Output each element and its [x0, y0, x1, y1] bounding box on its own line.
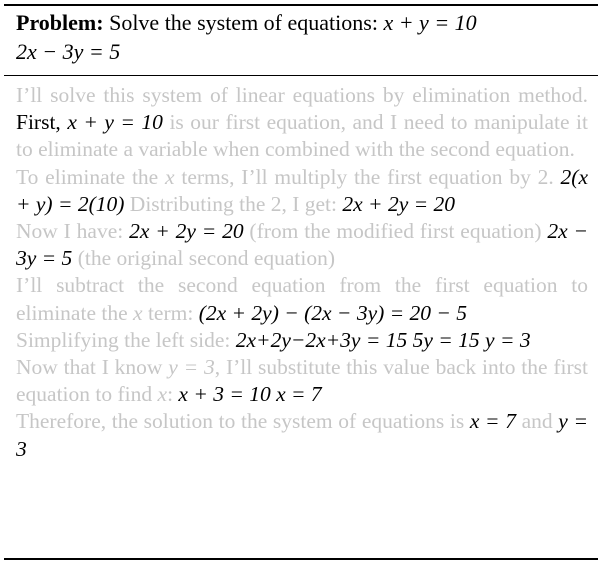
solution-steps — [16, 82, 588, 463]
math-expression: x + y = 10 — [67, 110, 163, 135]
math-expression: (2x + 2y) − (2x − 3y) = 20 − 5 — [198, 300, 468, 325]
middle-rule — [4, 75, 598, 76]
step-text: , I’ll substitute this value back into the first equation to find — [16, 355, 588, 407]
math-expression: x — [165, 164, 175, 189]
step-text: Distributing the 2, I get: — [124, 191, 343, 216]
top-rule — [4, 4, 598, 6]
solution-step — [16, 408, 588, 462]
step-text: Now I have: — [16, 219, 130, 244]
step-text: term: — [142, 300, 199, 325]
math-expression: 2x − 3y = 5 — [16, 219, 588, 271]
step-text: terms, I’ll multiply the first equation by 2. — [174, 164, 561, 189]
problem-statement — [16, 8, 588, 66]
problem-label: Problem: — [16, 10, 104, 35]
math-expression: x = 7 — [469, 409, 516, 434]
step-text: : — [167, 382, 179, 407]
step-text: First, — [16, 110, 68, 135]
step-text: is our first equation, and I need to manipulate it to eliminate a variable when combined with the second equation. — [16, 110, 588, 162]
step-text: Now that I know — [16, 355, 169, 380]
solution-step — [16, 164, 588, 218]
step-text: and — [515, 409, 559, 434]
step-text: Therefore, the solution to the system of equations is — [16, 409, 470, 434]
step-text: (the original second equation) — [72, 246, 336, 271]
math-expression: y = 3 — [16, 409, 588, 461]
solution-step — [16, 354, 588, 408]
equation-1: x + y = 10 — [383, 10, 477, 35]
solution-step — [16, 327, 588, 354]
step-text: To eliminate the — [16, 164, 166, 189]
math-expression: 2(x + y) = 2(10) — [16, 164, 588, 216]
step-text: I’ll subtract the second equation from the first equation to eliminate the — [16, 273, 588, 325]
math-expression: 2x+2y−2x+3y = 15 5y = 15 y = 3 — [235, 327, 531, 352]
step-text: (from the modified first equation) — [243, 219, 548, 244]
solution-step — [16, 272, 588, 326]
math-expression: x + 3 = 10 x = 7 — [178, 382, 322, 407]
step-text: I’ll solve this system of linear equations by elimination method. — [16, 83, 588, 107]
problem-solution-box — [4, 0, 598, 562]
math-expression: 2x + 2y = 20 — [342, 191, 455, 216]
step-text: Simplifying the left side: — [16, 327, 236, 352]
solution-step — [16, 82, 588, 164]
bottom-rule — [4, 558, 598, 560]
math-expression: 2x + 2y = 20 — [129, 219, 244, 244]
math-expression: y = 3 — [168, 355, 215, 380]
math-expression: x — [133, 300, 143, 325]
solution-step — [16, 218, 588, 272]
math-expression: x — [157, 382, 168, 407]
problem-text: Solve the system of equations: — [109, 10, 378, 35]
equation-2: 2x − 3y = 5 — [16, 39, 121, 64]
